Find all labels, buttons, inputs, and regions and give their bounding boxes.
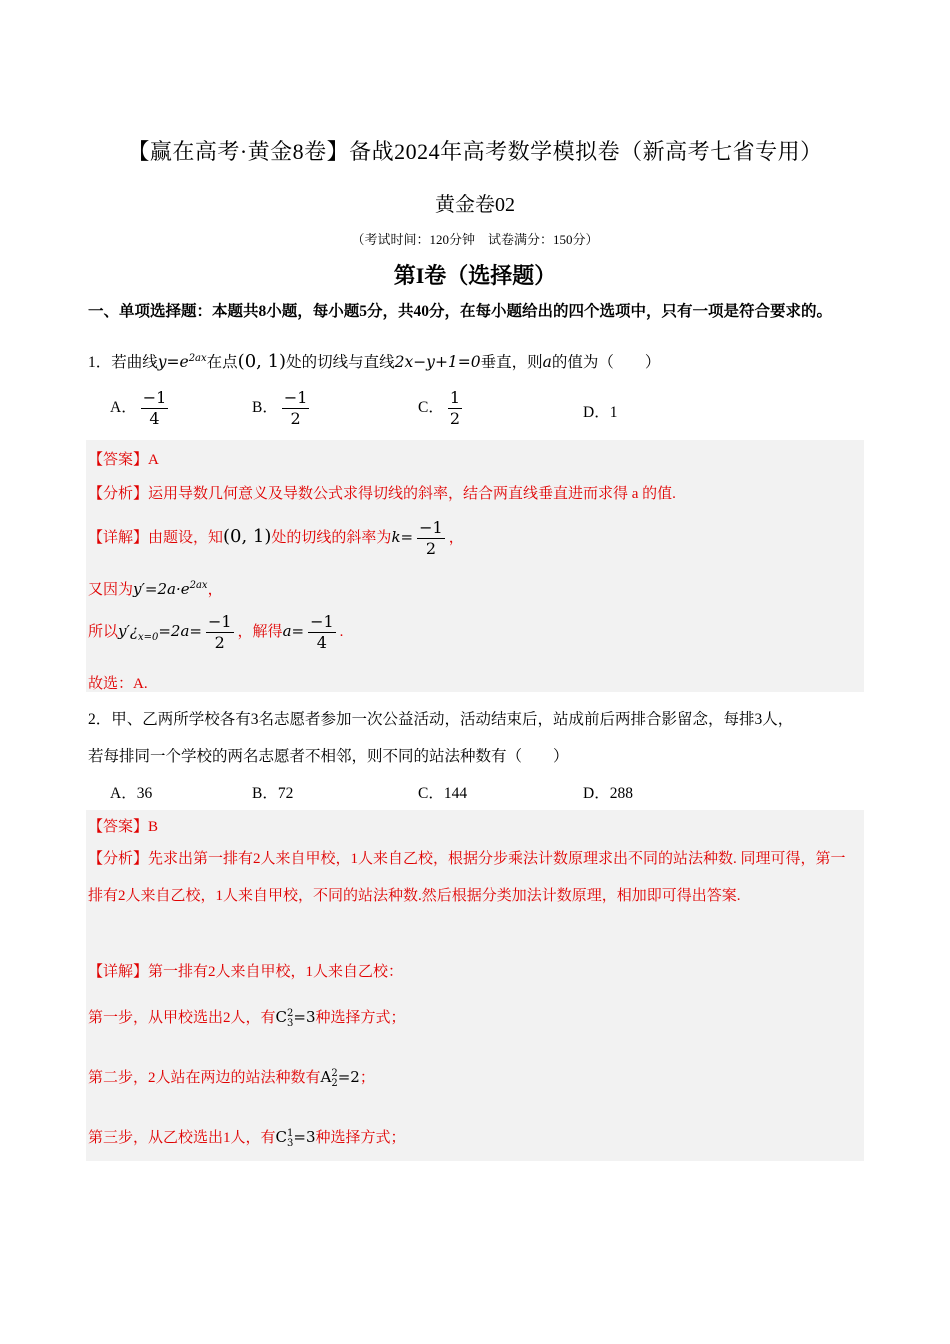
q1-detail [88, 518, 464, 559]
option-value: 1 [609, 404, 618, 421]
q1-option-b [252, 388, 313, 429]
q2-step1-eq: =3 [293, 1008, 316, 1026]
q2-option-b [252, 781, 293, 803]
frac-numerator: −1 [310, 612, 334, 631]
option-label: D． [583, 785, 610, 802]
q2-step3-eq: =3 [293, 1128, 316, 1146]
q2-step1-prefix: 第一步，从甲校选出2人，有 [88, 1010, 276, 1026]
q1-line: 2x−y+1=0 [394, 353, 481, 371]
q1-step2-end: . [339, 623, 344, 640]
frac-denominator: 2 [290, 409, 301, 428]
q2-step1-end: 种选择方式； [315, 1010, 406, 1026]
q1-step2-eq: =2a= [158, 621, 202, 640]
q2-step3 [88, 1126, 406, 1149]
paper-subtitle: 黄金卷02 [435, 194, 515, 216]
frac-denominator: 4 [149, 409, 160, 428]
q1-step1-prefix: 又因为 [88, 582, 134, 598]
q1-var: a [542, 353, 552, 371]
q2-step3-sym: C [275, 1128, 287, 1146]
q2-option-a [110, 781, 152, 803]
q2-step2-sup: 2 [331, 1067, 338, 1079]
q2-step2-sym: A [320, 1068, 332, 1086]
page-title: 【赢在高考·黄金8卷】备战2024年高考数学模拟卷（新高考七省专用） [127, 139, 823, 164]
q1-option-d [583, 400, 617, 422]
option-label: A． [110, 785, 137, 802]
q2-option-c [418, 781, 467, 803]
q1-step2-prefix: 所以 [88, 623, 119, 640]
q1-answer: 【答案】A [88, 452, 159, 468]
q1-mid3: 垂直，则 [480, 354, 543, 371]
frac-denominator: 2 [214, 633, 225, 652]
q2-step1-sub: 3 [287, 1017, 294, 1029]
frac-numerator: −1 [142, 388, 167, 407]
q2-step1-sym: C [275, 1008, 287, 1026]
q1-detail-k: k= [391, 527, 414, 546]
q2-step2-eq: =2 [337, 1068, 360, 1086]
option-label: A． [110, 399, 137, 417]
option-label: D． [583, 404, 610, 421]
section-instructions: 一、单项选择题：本题共8小题，每小题5分，共40分，在每小题给出的四个选项中，只有一项是符合要求的。 [88, 303, 833, 320]
frac-numerator: 1 [449, 388, 461, 407]
q1-detail-point: (0, 1) [223, 525, 272, 547]
q1-curve: y=e [157, 353, 189, 371]
q1-suffix: 的值为（ ） [551, 354, 661, 371]
q2-step3-sub: 3 [287, 1137, 294, 1149]
exam-info: （考试时间：120分钟 试卷满分：150分） [351, 232, 599, 247]
q1-answer-panel [86, 440, 864, 692]
q1-option-a [110, 388, 172, 429]
q2-step2 [88, 1066, 375, 1089]
question-1 [88, 350, 660, 372]
q1-step2-mid: ，解得 [237, 623, 283, 640]
question-2-line-2: 若每排同一个学校的两名志愿者不相邻，则不同的站法种数有（ ） [88, 748, 569, 765]
q2-answer: 【答案】B [88, 819, 159, 835]
q2-option-d [583, 781, 633, 803]
q1-step2-expr: y′¿ [118, 621, 138, 640]
q1-step1-exp: 2ax [189, 580, 208, 591]
q1-step1-expr: y′=2a·e [133, 580, 190, 598]
option-label: B． [252, 399, 278, 417]
q1-mid1: 在点 [206, 354, 238, 371]
option-label: C． [418, 399, 444, 417]
q1-step2 [88, 612, 343, 653]
q1-mid2: 处的切线与直线 [286, 354, 395, 371]
q2-step2-prefix: 第二步，2人站在两边的站法种数有 [88, 1070, 321, 1086]
q1-detail-end: ， [448, 529, 464, 546]
q1-detail-mid: 处的切线的斜率为 [271, 529, 392, 546]
q2-step3-prefix: 第三步，从乙校选出1人，有 [88, 1130, 276, 1146]
question-2-line-1: 2．甲、乙两所学校各有3名志愿者参加一次公益活动，活动结束后，站成前后两排合影留念，每排3人， [88, 711, 794, 728]
option-value: 72 [277, 785, 294, 802]
option-value: 288 [609, 785, 633, 802]
q1-option-c [418, 388, 466, 429]
q1-step1 [88, 578, 223, 599]
frac-numerator: −1 [207, 612, 232, 631]
option-value: 144 [443, 785, 468, 802]
frac-denominator: 2 [449, 409, 461, 428]
q2-analysis: 【分析】先求出第一排有2人来自甲校，1人来自乙校，根据分步乘法计数原理求出不同的站法种数. 同理可得，第一排有2人来自乙校，1人来自甲校，不同的站法种数.然后根据分类加法计数原理，相加即可得出答案. [88, 851, 846, 904]
option-value: 36 [136, 785, 153, 802]
frac-denominator: 4 [316, 633, 327, 652]
q1-conclusion: 故选：A. [88, 676, 148, 692]
q1-detail-prefix: 【详解】由题设，知 [88, 529, 224, 546]
option-label: B． [252, 785, 278, 802]
option-label: C． [418, 785, 444, 802]
q2-detail: 【详解】第一排有2人来自甲校，1人来自乙校： [88, 964, 404, 980]
q2-step3-sup: 1 [287, 1127, 294, 1139]
section-heading: 第I卷（选择题） [393, 263, 557, 288]
frac-denominator: 2 [425, 539, 436, 558]
q2-step2-end: ； [359, 1070, 375, 1086]
q1-step2-a: a= [282, 621, 305, 640]
q1-analysis: 【分析】运用导数几何意义及导数公式求得切线的斜率，结合两直线垂直进而求得 a 的值. [88, 486, 676, 502]
q2-step1 [88, 1006, 406, 1029]
q1-point: (0, 1) [237, 351, 287, 372]
q2-step1-sup: 2 [287, 1007, 294, 1019]
frac-numerator: −1 [419, 518, 443, 537]
q1-prefix: 1．若曲线 [88, 354, 158, 371]
q1-curve-exp: 2ax [188, 352, 207, 364]
frac-numerator: −1 [283, 388, 308, 407]
q1-step1-end: ， [207, 582, 223, 598]
q2-step2-sub: 2 [331, 1077, 338, 1089]
q2-step3-end: 种选择方式； [315, 1130, 406, 1146]
q1-step2-sub: x=0 [137, 631, 159, 643]
